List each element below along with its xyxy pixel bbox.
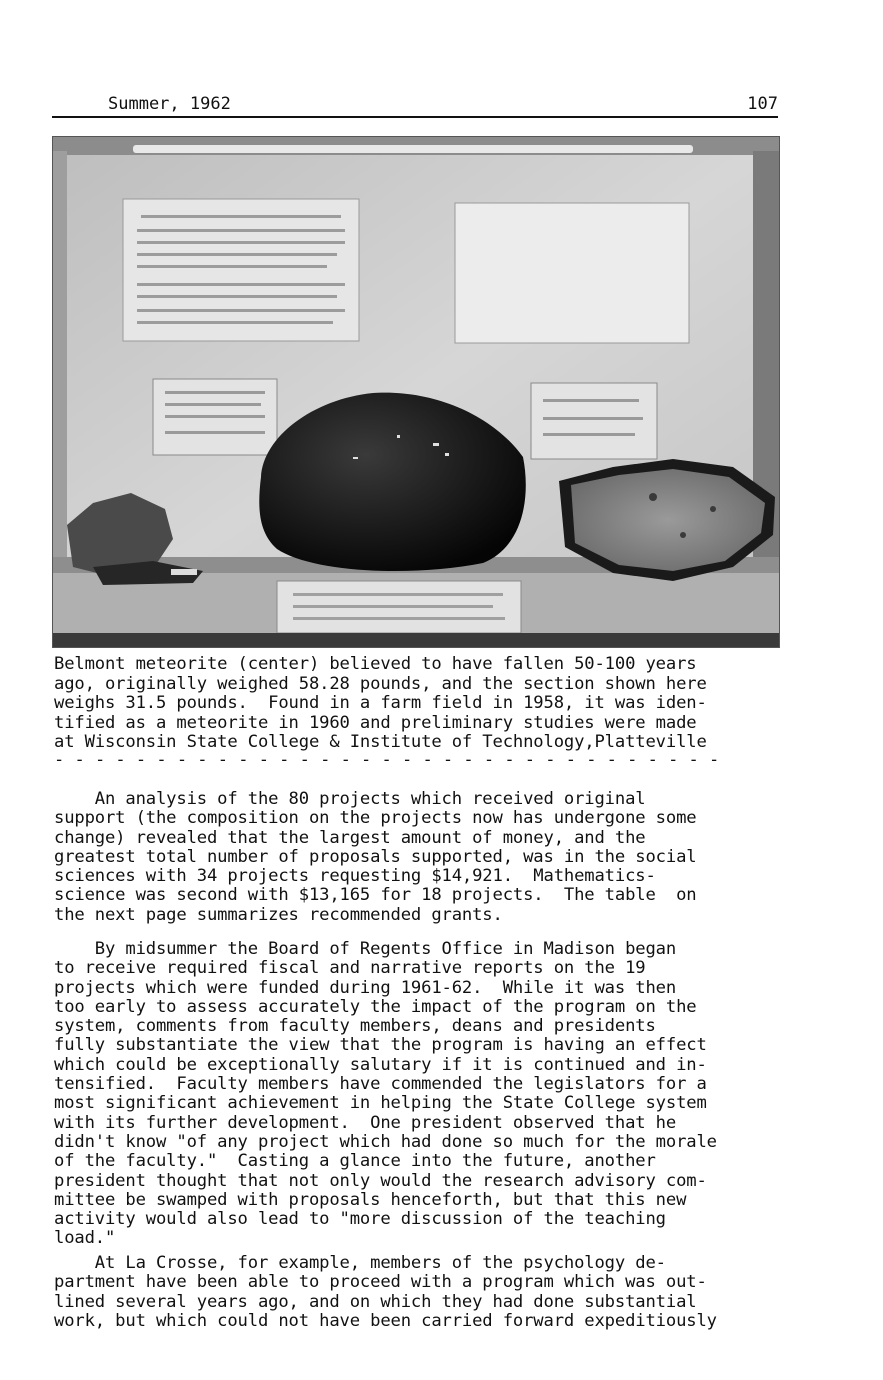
issue-date: Summer, 1962 [108, 94, 231, 114]
page-number: 107 [747, 94, 778, 114]
photo-caption: Belmont meteorite (center) believed to have fallen 50-100 years ago, originally weighed 58.28 pounds, and the section shown here weighs 31.5 pounds. Found in a farm field in 1958, it was iden- tified as a meteorite in 1960 and preliminary studies were made at Wisconsin State College & Institute of Technology,Platteville [54, 654, 707, 752]
meteorite-photo [52, 136, 780, 648]
paragraph-analysis: An analysis of the 80 projects which received original support (the composition on the projects now has undergone some change) revealed that the largest amount of money, and the greatest total number of proposals supported, was in the social sciences with 34 projects requesting $14,921. Mathematics- science was second with $13,165 for 18 projects. The table on the next page summarizes recommended grants. [54, 789, 697, 925]
dashed-separator: - - - - - - - - - - - - - - - - - - - - - - - - - - - - - - - - - [54, 750, 720, 764]
paragraph-la-crosse: At La Crosse, for example, members of the psychology de- partment have been able to proceed with a program which was out- lined several years ago, and on which they had done substantial work, but which could not have been carried forward expeditiously [54, 1253, 717, 1331]
paragraph-midsummer: By midsummer the Board of Regents Office in Madison began to receive required fiscal and narrative reports on the 19 projects which were funded during 1961-62. While it was then too early to assess accurately the impact of the program on the system, comments from faculty members, deans and presidents fully substantiate the view that the program is having an effect which could be exceptionally salutary if it is continued and in- tensified. Faculty members have commended the legislators for a most significant achievement in helping the State College system with its further development. One president observed that he didn't know "of any project which had done so much for the morale of the faculty." Casting a glance into the future, another president thought that not only would the research advisory com- mittee be swamped with proposals henceforth, but that this new activity would also lead to "more discussion of the teaching load." [54, 939, 717, 1249]
page-header [52, 92, 778, 118]
